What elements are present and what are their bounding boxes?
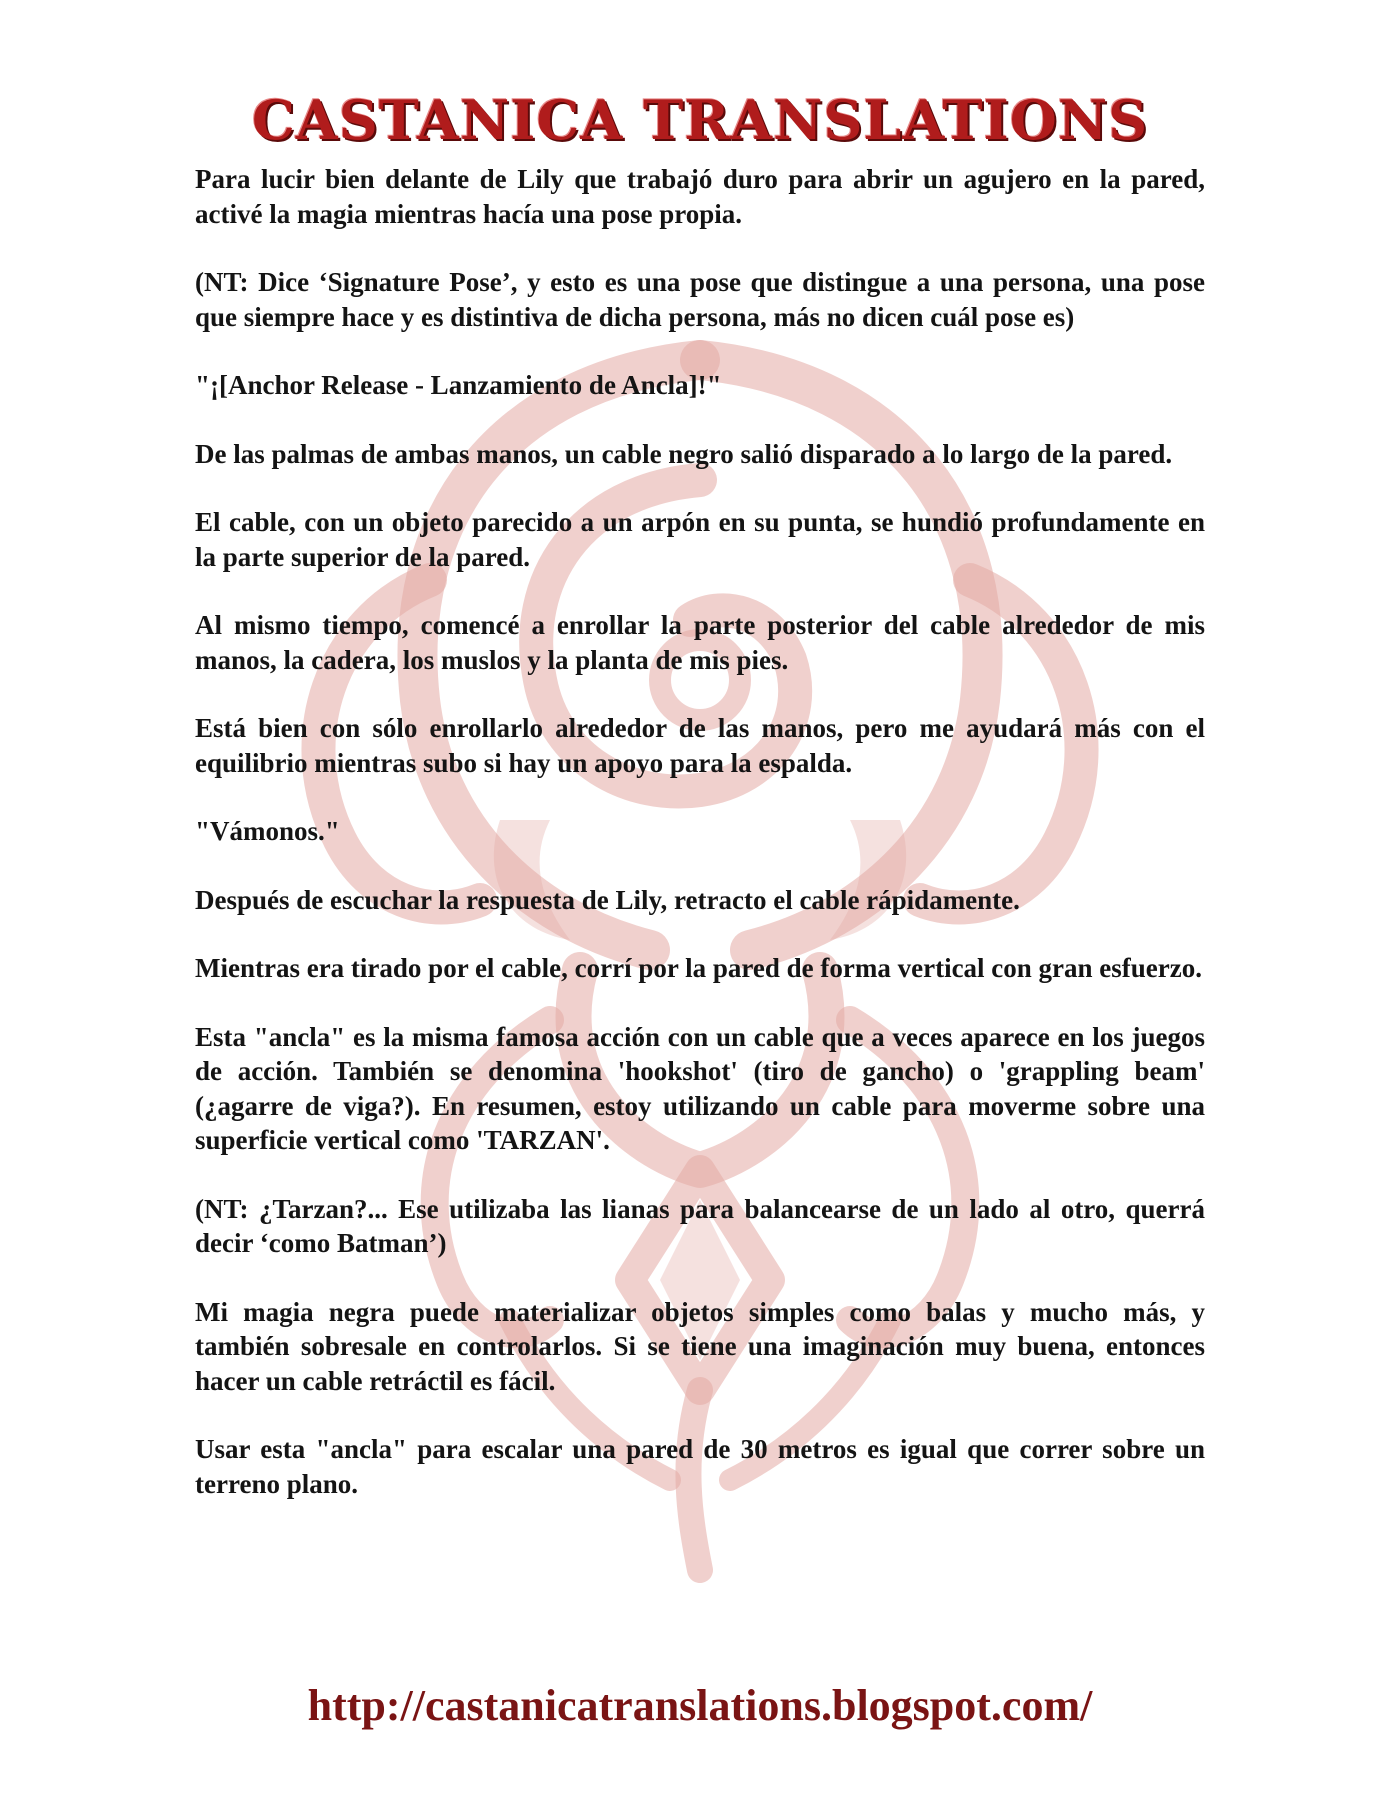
paragraph: Esta "ancla" es la misma famosa acción con un cable que a veces aparece en los juegos de acción. También se denomina 'hookshot' (tiro de gancho) o 'grappling beam' (¿agarre de viga?). En resumen, estoy utilizando un cable para moverme sobre una superficie vertical como 'TARZAN'. (195, 1021, 1205, 1155)
blog-url-link[interactable]: http://castanicatranslations.blogspot.com/ (307, 1681, 1093, 1730)
site-title: CASTANICA TRANSLATIONS (251, 88, 1149, 152)
paragraph: Está bien con sólo enrollarlo alrededor de las manos, pero me ayudará más con el equilibrio mientras subo si hay un apoyo para la espalda. (195, 713, 1205, 778)
paragraph: De las palmas de ambas manos, un cable negro salió disparado a lo largo de la pared. (195, 438, 1173, 469)
paragraph: Después de escuchar la respuesta de Lily, retracto el cable rápidamente. (195, 884, 1020, 915)
paragraph: Al mismo tiempo, comencé a enrollar la parte posterior del cable alrededor de mis manos, la cadera, los muslos y la planta de mis pies. (195, 610, 1205, 675)
translator-note: (NT: ¿Tarzan?... Ese utilizaba las lianas para balancearse de un lado al otro, querrá decir ‘como Batman’) (195, 1193, 1205, 1258)
paragraph: Mi magia negra puede materializar objetos simples como balas y mucho más, y también sobresale en controlarlos. Si se tiene una imaginación muy buena, entonces hacer un cable retráctil es fácil. (195, 1296, 1205, 1396)
dialogue: "¡[Anchor Release - Lanzamiento de Ancla]!" (195, 370, 722, 400)
story-text (195, 162, 1205, 1535)
dialogue: "Vámonos." (195, 816, 340, 846)
paragraph: Mientras era tirado por el cable, corrí por la pared de forma vertical con gran esfuerzo. (195, 953, 1203, 983)
paragraph: Para lucir bien delante de Lily que trabajó duro para abrir un agujero en la pared, activé la magia mientras hacía una pose propia. (195, 164, 1205, 229)
paragraph: Usar esta "ancla" para escalar una pared de 30 metros es igual que correr sobre un terreno plano. (195, 1434, 1205, 1499)
translator-note: (NT: Dice ‘Signature Pose’, y esto es una pose que distingue a una persona, una pose que siempre hace y es distintiva de dicha persona, más no dicen cuál pose es) (195, 267, 1205, 332)
paragraph: El cable, con un objeto parecido a un arpón en su punta, se hundió profundamente en la parte superior de la pared. (195, 507, 1205, 572)
